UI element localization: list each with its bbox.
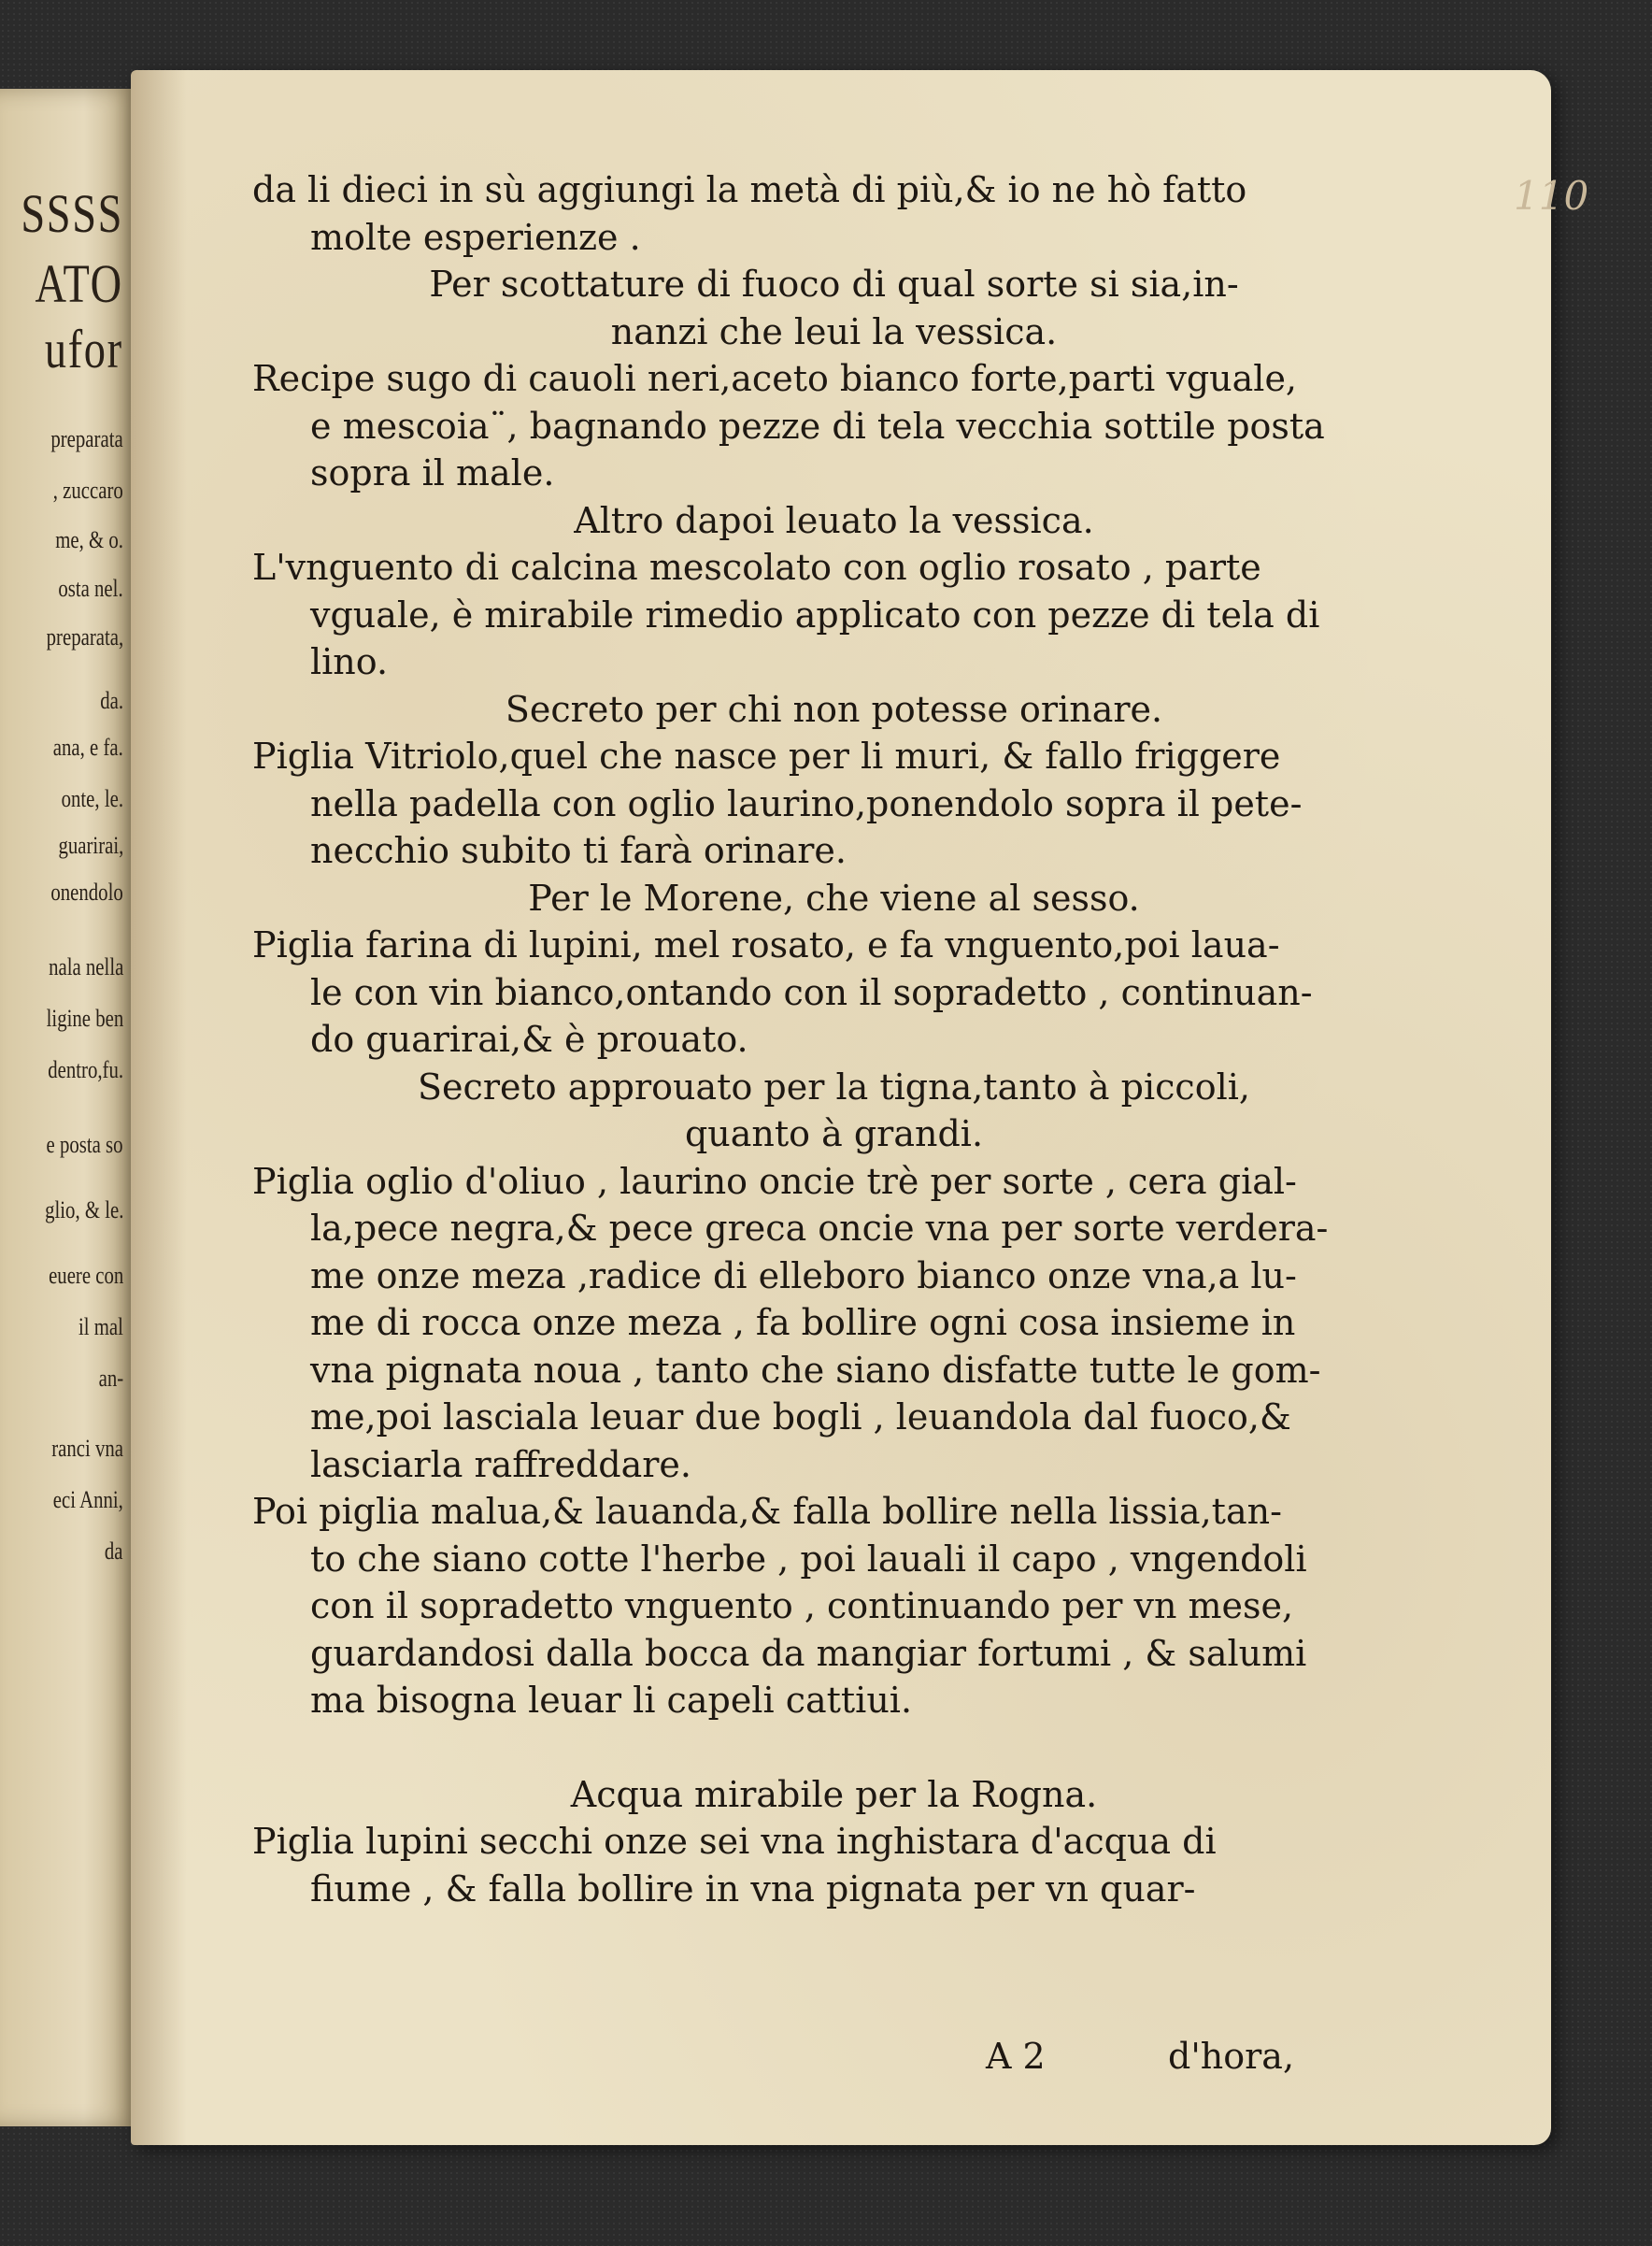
text-line: Piglia lupini secchi onze sei vna inghistara d'acqua di [252,1821,1217,1862]
recipe-heading: Secreto approuato per la tigna,tanto à piccoli, [418,1066,1250,1108]
text-line: necchio subito ti farà orinare. [310,830,847,871]
text-line [252,1724,1416,1771]
text-line: me di rocca onze meza , fa bollire ogni cosa insieme in [310,1302,1296,1343]
text-line: me,poi lasciala leuar due bogli , leuandola dal fuoco,& [310,1396,1291,1438]
text-line: me onze meza ,radice di elleboro bianco onze vna,a lu- [310,1254,1297,1296]
text-line: ma bisogna leuar li capeli cattiui. [310,1680,913,1721]
text-line: vguale, è mirabile rimedio applicato con pezze di tela di [310,594,1320,636]
text-line: lino. [310,641,389,682]
left-page-fragment: preparata [50,425,123,452]
left-page-fragment: glio, & le. [44,1196,123,1223]
previous-page-edge [0,89,140,2126]
text-line: da li dieci in sù aggiungi la metà di più,& io ne hò fatto [252,169,1247,210]
text-line: lasciarla raffreddare. [310,1443,691,1485]
recipe-heading: Altro dapoi leuato la vessica. [574,499,1094,541]
recipe-heading: Per le Morene, che viene al sesso. [528,877,1140,919]
text-line: Piglia oglio d'oliuo , laurino oncie trè per sorte , cera gial- [252,1160,1297,1202]
catchword: d'hora, [1168,2036,1295,2077]
left-page-fragment: ranci vna [51,1435,123,1462]
left-page-fragment: an- [98,1365,123,1392]
left-page-fragment: ATO [35,253,123,314]
left-page-fragment: ligine ben [46,1005,123,1032]
text-line: Recipe sugo di cauoli neri,aceto bianco forte,parti vguale, [252,358,1298,399]
left-page-fragment: ufor [45,319,123,379]
page-text [252,166,1416,1912]
left-page-fragment: da [105,1538,123,1565]
text-line: con il sopradetto vnguento , continuando per vn mese, [310,1585,1294,1626]
left-page-fragment: e posta so [46,1131,123,1158]
left-page-fragment: osta nel. [58,575,123,602]
left-page-fragment: eci Anni, [52,1486,123,1513]
left-page-fragment: onte, le. [61,785,123,812]
page-number: 110 [1514,173,1589,219]
left-page-fragment: ana, e fa. [52,734,123,761]
left-page-fragment: dentro,fu. [48,1056,123,1083]
text-line: L'vnguento di calcina mescolato con oglio rosato , parte [252,547,1261,588]
left-page-fragment: il mal [78,1313,123,1340]
left-page-fragment: onendolo [50,879,123,906]
text-line: Piglia Vitriolo,quel che nasce per li muri, & fallo friggere [252,736,1281,777]
text-line: vna pignata noua , tanto che siano disfatte tutte le gom- [310,1349,1321,1391]
left-page-fragment: , zuccaro [52,477,123,504]
left-page-fragment: nala nella [48,953,123,980]
left-page-fragment: euere con [48,1262,123,1289]
left-page-fragment: SSSS [21,183,123,244]
left-page-fragment: da. [100,687,123,714]
text-line: nella padella con oglio laurino,ponendolo sopra il pete- [310,782,1303,824]
text-line: guardandosi dalla bocca da mangiar fortumi , & salumi [310,1632,1307,1674]
text-line: le con vin bianco,ontando con il sopradetto , continuan- [310,971,1313,1013]
signature-mark: A 2 [986,2036,1046,2077]
text-line: e mescoia¨, bagnando pezze di tela vecchia sottile posta [310,405,1325,447]
text-line: molte esperienze . [310,216,641,258]
left-page-fragment: guarirai, [58,832,123,859]
recipe-heading: nanzi che leui la vessica. [610,310,1058,352]
left-page-fragment: preparata, [46,623,123,651]
text-line: do guarirai,& è prouato. [310,1019,748,1060]
text-line: to che siano cotte l'herbe , poi lauali il capo , vngendoli [310,1538,1307,1580]
left-page-fragment: me, & o. [55,526,123,553]
text-line: Poi piglia malua,& lauanda,& falla bollire nella lissia,tan- [252,1491,1282,1532]
recipe-heading: Acqua mirabile per la Rogna. [570,1773,1098,1815]
recipe-heading: Per scottature di fuoco di qual sorte si sia,in- [429,264,1239,305]
text-line: fiume , & falla bollire in vna pignata per vn quar- [310,1867,1196,1910]
text-line: la,pece negra,& pece greca oncie vna per sorte verdera- [310,1208,1329,1249]
recipe-heading: Secreto per chi non potesse orinare. [505,688,1163,730]
recipe-heading: quanto à grandi. [684,1113,984,1154]
text-line: Piglia farina di lupini, mel rosato, e fa vnguento,poi laua- [252,924,1280,966]
text-line: sopra il male. [310,452,555,494]
